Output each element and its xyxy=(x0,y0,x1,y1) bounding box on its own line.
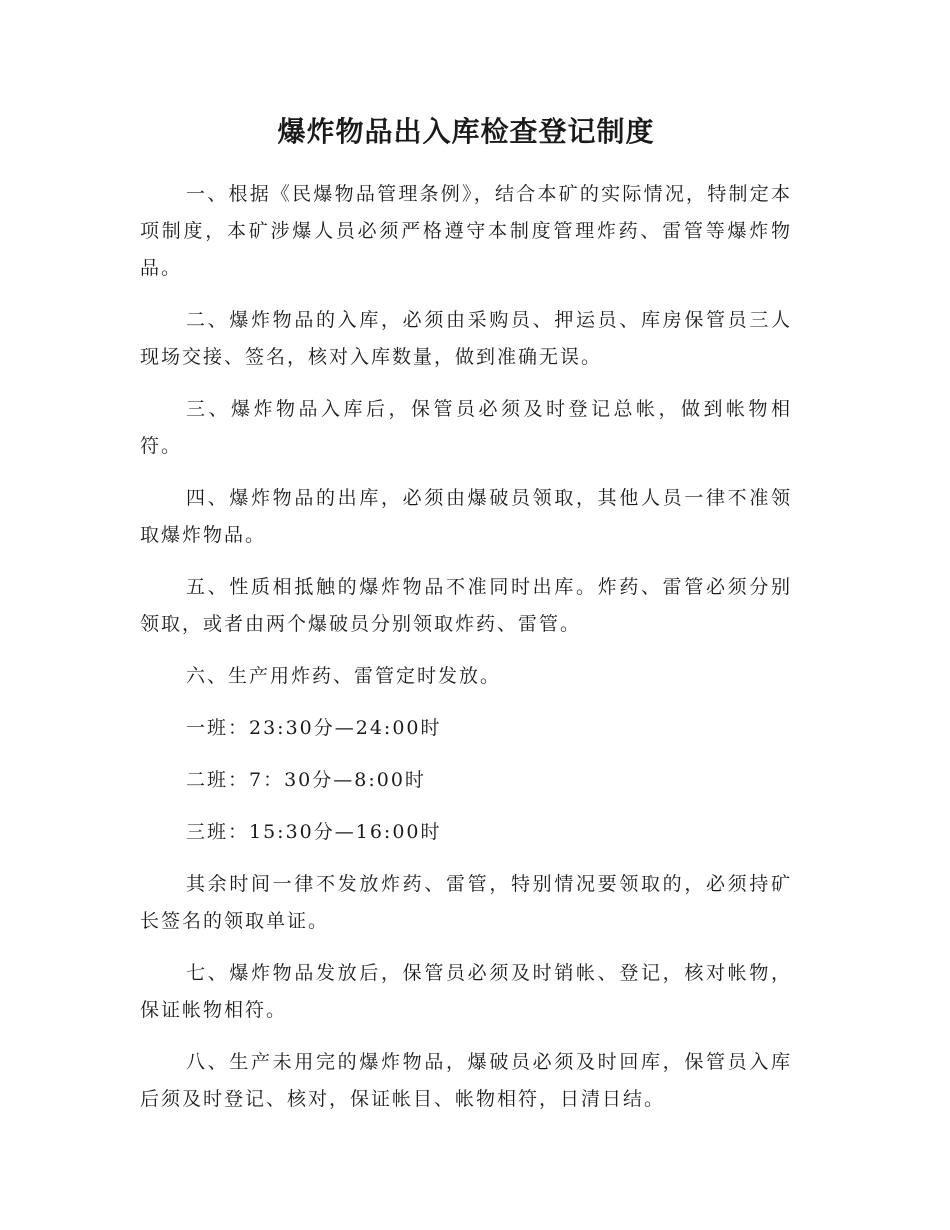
shift-1-time: 一班：23:30分—24:00时 xyxy=(186,717,442,739)
document-title: 爆炸物品出入库检查登记制度 xyxy=(277,115,655,148)
paragraph-6: 六、生产用炸药、雷管定时发放。 xyxy=(186,665,502,687)
paragraph-2: 二、爆炸物品的入库，必须由采购员、押运员、库房保管员三人现场交接、签名，核对入库数量，做到准确无误。 xyxy=(140,309,792,368)
document-page xyxy=(140,110,792,1133)
paragraph-5: 五、性质相抵触的爆炸物品不准同时出库。炸药、雷管必须分别领取，或者由两个爆破员分别领取炸药、雷管。 xyxy=(140,576,792,635)
paragraph-other-time: 其余时间一律不发放炸药、雷管，特别情况要领取的，必须持矿长签名的领取单证。 xyxy=(140,873,792,932)
paragraph-8: 八、生产未用完的爆炸物品，爆破员必须及时回库，保管员入库后须及时登记、核对，保证帐目、帐物相符，日清日结。 xyxy=(140,1051,792,1110)
shift-2-time: 二班：7：30分—8:00时 xyxy=(186,769,426,791)
paragraph-7: 七、爆炸物品发放后，保管员必须及时销帐、登记，核对帐物，保证帐物相符。 xyxy=(140,962,792,1021)
paragraph-1: 一、根据《民爆物品管理条例》，结合本矿的实际情况，特制定本项制度，本矿涉爆人员必须严格遵守本制度管理炸药、雷管等爆炸物品。 xyxy=(140,183,792,279)
paragraph-3: 三、爆炸物品入库后，保管员必须及时登记总帐，做到帐物相符。 xyxy=(140,398,792,457)
paragraph-4: 四、爆炸物品的出库，必须由爆破员领取，其他人员一律不准领取爆炸物品。 xyxy=(140,487,792,546)
shift-3-time: 三班：15:30分—16:00时 xyxy=(186,821,442,843)
